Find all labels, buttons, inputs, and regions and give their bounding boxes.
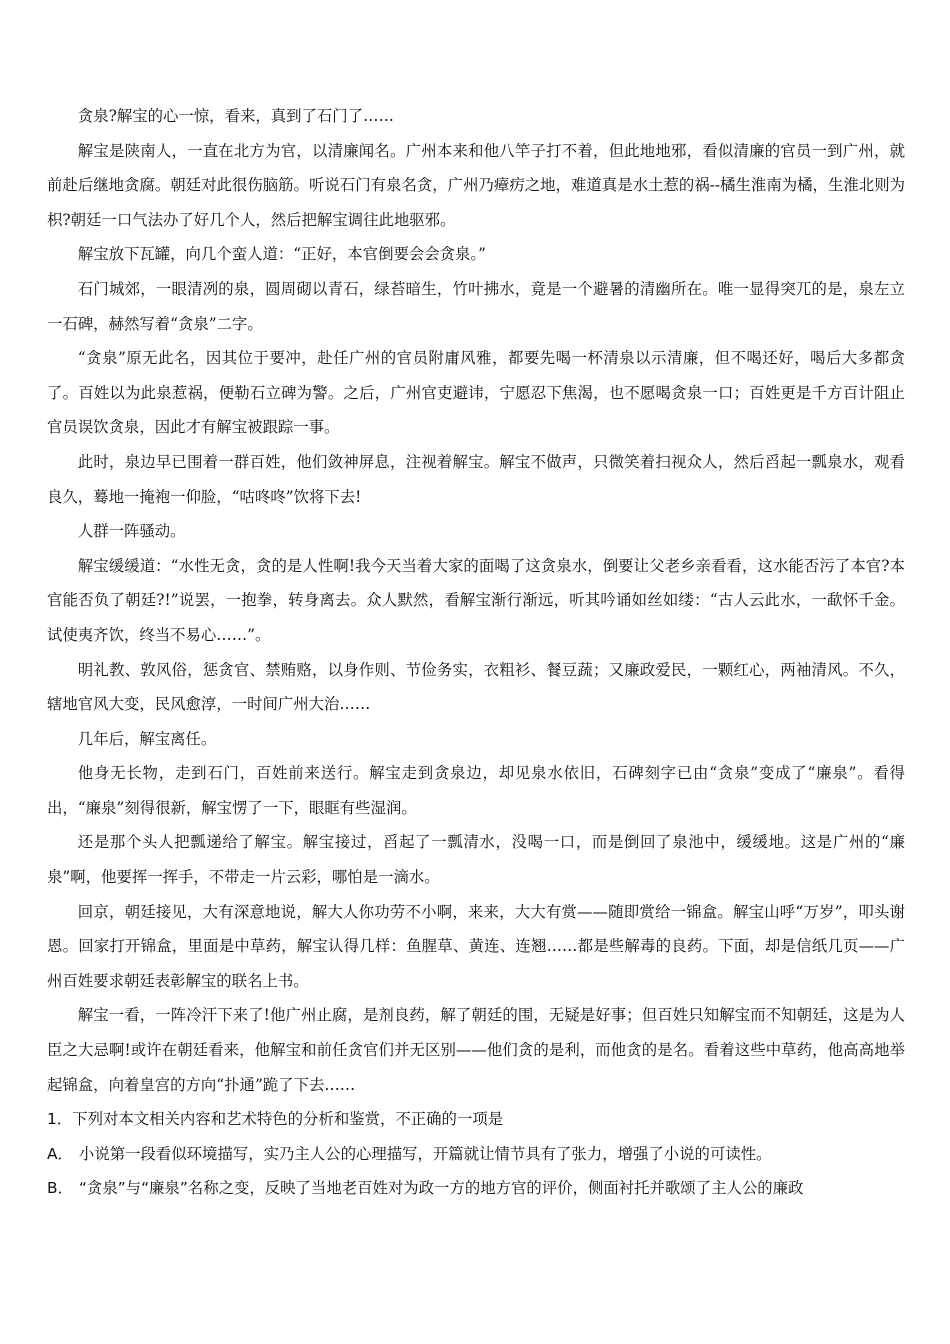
option-text: 小说第一段看似环境描写，实乃主人公的心理描写，开篇就让情节具有了张力，增强了小说的可读性。 bbox=[78, 1144, 772, 1163]
option-label: B． bbox=[47, 1179, 73, 1198]
article-paragraph: 还是那个头人把瓢递给了解宝。解宝接过，舀起了一瓢清水，没喝一口，而是倒回了泉池中，缓缓地。这是广州的“廉泉”啊，他要挥一挥手，不带走一片云彩，哪怕是一滴水。 bbox=[47, 833, 905, 887]
question-option-b bbox=[47, 1171, 905, 1206]
article-paragraph: 人群一阵骚动。 bbox=[77, 522, 186, 541]
question-stem: 1．下列对本文相关内容和艺术特色的分析和鉴赏，不正确的一项是 bbox=[47, 1110, 504, 1129]
article-paragraph: 解宝放下瓦罐，向几个蛮人道：“正好，本官倒要会会贪泉。” bbox=[77, 245, 486, 264]
article-paragraph: 石门城郊，一眼清冽的泉，圆周砌以青石，绿苔暗生，竹叶拂水，竟是一个避暑的清幽所在。唯一显得突兀的是，泉左立一石碑，赫然写着“贪泉”二字。 bbox=[47, 279, 905, 333]
question-option-a bbox=[47, 1137, 905, 1172]
option-text: “贪泉”与“廉泉”名称之变，反映了当地老百姓对为政一方的地方官的评价，侧面衬托并歌颂了主人公的廉政 bbox=[78, 1179, 804, 1198]
document-page bbox=[47, 99, 905, 1206]
article-paragraph: 此时，泉边早已围着一群百姓，他们敛神屏息，注视着解宝。解宝不做声，只微笑着扫视众人，然后舀起一瓢泉水，观看良久，蓦地一掩袍一仰脸，“咕咚咚”饮将下去! bbox=[47, 452, 905, 506]
article-paragraph: 明礼教、敦风俗，惩贪官、禁贿赂，以身作则、节俭务实，衣粗衫、餐豆蔬；又廉政爱民，一颗红心，两袖清风。不久，辖地官风大变，民风愈淳，一时间广州大治…… bbox=[47, 660, 905, 714]
article-paragraph: 解宝缓缓道：“水性无贪，贪的是人性啊!我今天当着大家的面喝了这贪泉水，倒要让父老乡亲看看，这水能否污了本官?本官能否负了朝廷?!”说罢，一抱拳，转身离去。众人默然，看解宝渐行渐远，听其吟诵如丝如缕：“古人云此水，一歃怀千金。试使夷齐饮，终当不易心……”。 bbox=[47, 556, 905, 644]
article-paragraph: 几年后，解宝离任。 bbox=[77, 729, 217, 748]
article-paragraph: 回京，朝廷接见，大有深意地说，解大人你功劳不小啊，来来，大大有赏——随即赏给一锦盒。解宝山呼“万岁”，叩头谢恩。回家打开锦盒，里面是中草药，解宝认得几样：鱼腥草、黄连、连翘……都是些解毒的良药。下面，却是信纸几页——广州百姓要求朝廷表彰解宝的联名上书。 bbox=[47, 902, 905, 990]
article-paragraph: 贪泉?解宝的心一惊，看来，真到了石门了…… bbox=[77, 107, 394, 125]
article-paragraph: 解宝是陕南人，一直在北方为官，以清廉闻名。广州本来和他八竿子打不着，但此地地邪，看似清廉的官员一到广州，就前赴后继地贪腐。朝廷对此很伤脑筋。听说石门有泉名贪，广州乃瘴疠之地，难道真是水土惹的祸--橘生淮南为橘，生淮北则为枳?朝廷一口气法办了好几个人，然后把解宝调往此地驱邪。 bbox=[47, 141, 905, 229]
article-paragraph: “贪泉”原无此名，因其位于要冲，赴任广州的官员附庸风雅，都要先喝一杯清泉以示清廉，但不喝还好，喝后大多都贪了。百姓以为此泉惹祸，便勒石立碑为警。之后，广州官吏避讳，宁愿忍下焦渴，也不愿喝贪泉一口；百姓更是千方百计阻止官员误饮贪泉，因此才有解宝被跟踪一事。 bbox=[47, 349, 905, 437]
option-label: A． bbox=[47, 1144, 73, 1163]
article-paragraph: 他身无长物，走到石门，百姓前来送行。解宝走到贪泉边，却见泉水依旧，石碑刻字已由“贪泉”变成了“廉泉”。看得出，“廉泉”刻得很新，解宝愣了一下，眼眶有些湿润。 bbox=[47, 764, 905, 817]
article-body bbox=[47, 99, 905, 1102]
question-block bbox=[47, 1102, 905, 1206]
article-paragraph: 解宝一看，一阵冷汗下来了!他广州止腐，是剂良药，解了朝廷的围，无疑是好事；但百姓只知解宝而不知朝廷，这是为人臣之大忌啊!或许在朝廷看来，他解宝和前任贪官们并无区别——他们贪的是利，而他贪的是名。看着这些中草药，他高高地举起锦盒，向着皇宫的方向“扑通”跪了下去…… bbox=[47, 1006, 905, 1094]
